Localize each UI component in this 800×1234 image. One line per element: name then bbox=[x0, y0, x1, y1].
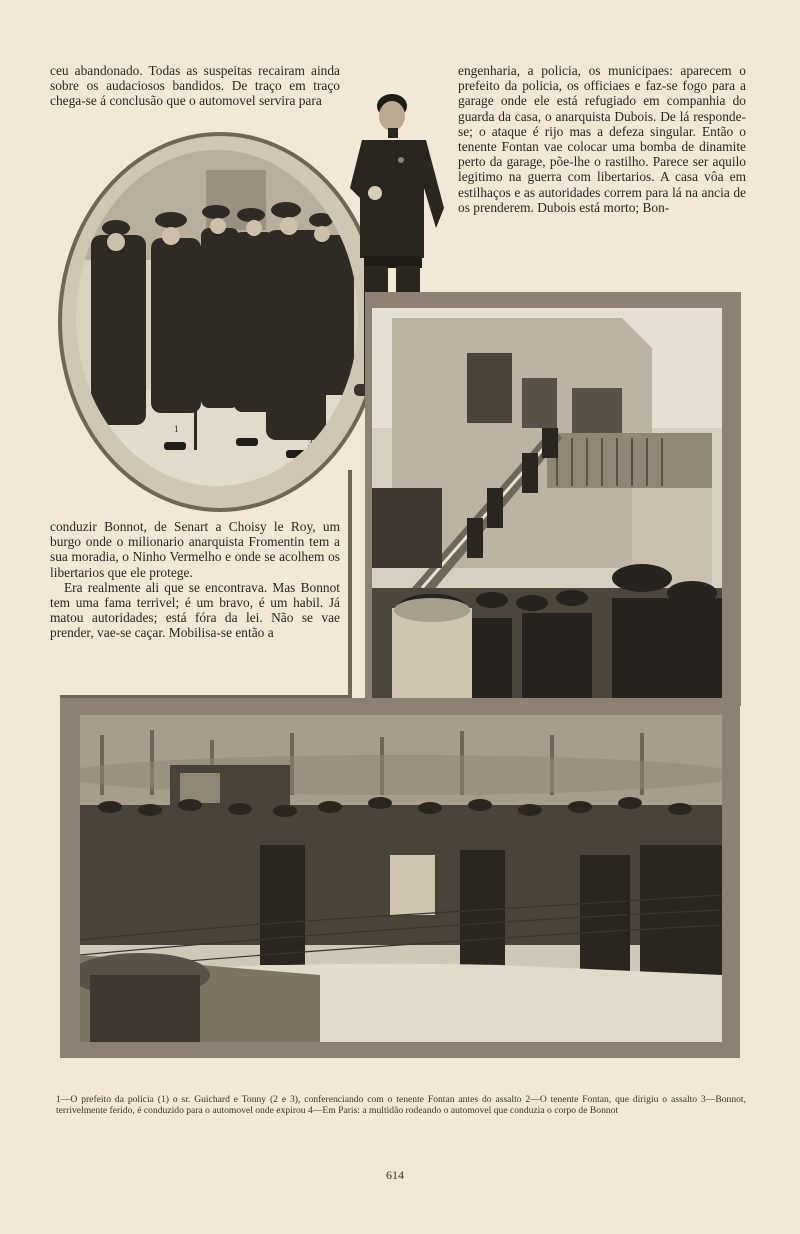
paragraph: engenharia, a policia, os municipaes: aparecem o prefeito da policia, os officiaes e faz-se fogo para a garage onde ele está refugiado em companhia do guarda da casa, o anarquista Dubois. De lá responde-se; o ataque é rijo mas a defeza singular. Então o tenente Fontan vae colocar uma bomba de dinamite perto da garage, põe-lhe o rastilho. Parece ser aquilo legitimo na guerra com libertarios. A casa vôa em estilhaços e as autoridades correm para lá na ancia de os prenderem. Dubois está morto; Bon- bbox=[458, 63, 746, 215]
photo-number-label: 2 bbox=[252, 400, 257, 410]
photo-number-label: 3 bbox=[308, 438, 313, 448]
photo-number-label: 1 bbox=[174, 424, 179, 434]
text-column-top-left bbox=[50, 63, 340, 109]
divider bbox=[348, 470, 352, 698]
paragraph: conduzir Bonnot, de Senart a Choisy le Roy, um burgo onde o milionario anarquista Fromentin tem a sua moradia, o Ninho Vermelho e onde se acolhem os libertarios que ele protege. bbox=[50, 519, 340, 580]
page-number: 614 bbox=[386, 1168, 404, 1182]
photo-officials-conferring bbox=[76, 150, 358, 486]
text-column-mid-left bbox=[50, 519, 340, 641]
paragraph: Era realmente ali que se encontrava. Mas Bonnot tem uma fama terrivel; é um bravo, é um habil. Já matou autoridades; está fóra da lei. Não se vae prender, vae-se caçar. Mobilisa-se então a bbox=[50, 579, 340, 641]
text-column-top-right bbox=[458, 63, 746, 215]
photo-caption: 1—O prefeito da policia (1) o sr. Guichard e Tonny (2 e 3), conferenciando com o tenente Fontan antes do assalto 2—O tenente Fontan, que dirigiu o assalto 3—Bonnot, terrivelmente ferido, é conduzido para o automovel onde expirou 4—Em Paris: a multidão rodeando o automovel que conduzia o corpo de Bonnot bbox=[56, 1094, 746, 1116]
photo-crowd-automobile bbox=[80, 715, 722, 1042]
photo-garage-assault bbox=[372, 308, 722, 698]
paragraph: ceu abandonado. Todas as suspeitas recairam ainda sobre os audaciosos bandidos. De traço em traço chega-se á conclusão que o automovel servira para bbox=[50, 63, 340, 109]
